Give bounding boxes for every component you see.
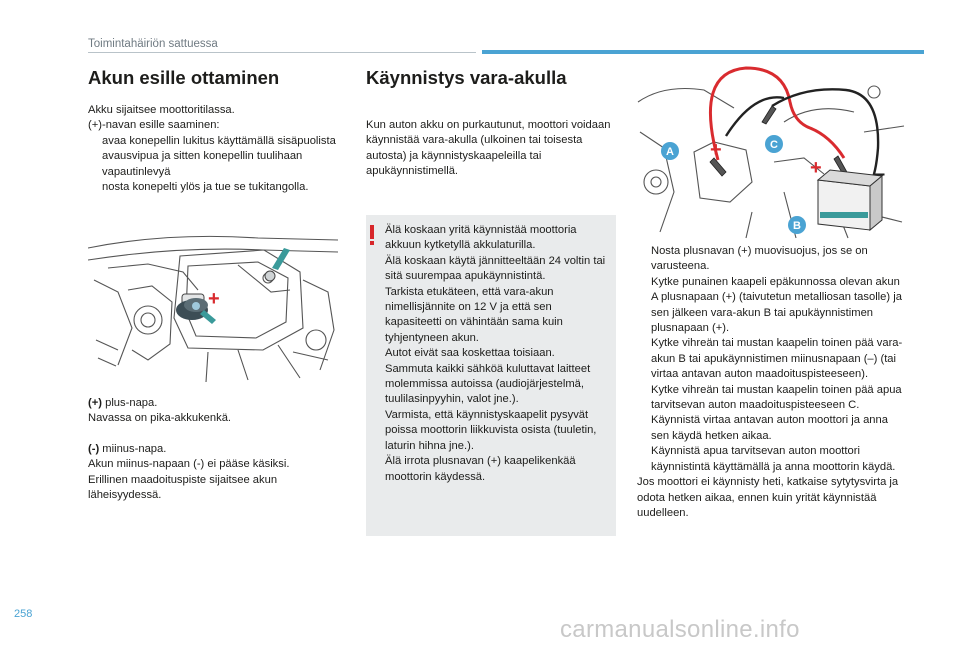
list-item: nosta konepelti ylös ja tue se tukitangolla.: [102, 181, 309, 194]
jump-start-steps: [637, 244, 903, 521]
list-item: Kytke vihreän tai mustan kaapelin toinen pää apua tarvitsevan auton maadoituspisteeseen C.: [651, 383, 902, 412]
page-number: 258: [14, 608, 33, 620]
jump-start-diagram: [634, 62, 910, 240]
section-title: Toimintahäiriön sattuessa: [88, 38, 218, 50]
plus-sign-b: +: [810, 157, 822, 179]
list-item: avaa konepellin lukitus käyttämällä sisäpuolista avausvipua ja sitten konepellin tuulihaan vapautinlevyä: [102, 134, 336, 178]
label-c: C: [770, 139, 778, 151]
booster-battery: [818, 170, 882, 230]
minus-terminal-text: (-) miinus-napa. Akun miinus-napaan (-) ei pääse käsiksi. Erillinen maadoituspiste sijaitsee akun läheisyydessä.: [88, 443, 290, 502]
battery-access-title: Akun esille ottaminen: [88, 67, 280, 88]
intro-line: Akku sijaitsee moottoritilassa.: [88, 104, 235, 116]
header-accent-bar: [482, 50, 924, 54]
plus-sign-icon: +: [208, 288, 220, 310]
label-b: B: [793, 220, 801, 232]
minus-symbol: (-): [88, 443, 100, 455]
battery-access-text: [88, 103, 348, 195]
list-item: Nosta plusnavan (+) muovisuojus, jos se on varusteena.: [651, 245, 868, 273]
minus-sign-b: –: [874, 163, 886, 185]
jump-start-intro: Kun auton akku on purkautunut, moottori voidaan käynnistää vara-akulla (ulkoinen tai toisesta autosta) ja käynnistyskaapeleilla tai apukäynnistimellä.: [366, 119, 611, 178]
jump-start-title: Käynnistys vara-akulla: [366, 67, 567, 88]
label-a: A: [666, 146, 674, 158]
battery-location-illustration: [88, 220, 338, 385]
watermark: carmanualsonline.info: [560, 616, 800, 643]
list-item: Kytke vihreän tai mustan kaapelin toinen pää vara-akun B tai apukäynnistimen miinusnapaan (–) (tai virtaa antavan auton maadoituspisteeseen).: [651, 337, 903, 381]
list-item: Käynnistä apua tarvitsevan auton moottori käynnistintä käyttämällä ja anna moottorin käydä.: [651, 445, 896, 473]
list-item: Käynnistä virtaa antavan auton moottori ja anna sen käydä hetken aikaa.: [651, 414, 888, 442]
plus-terminal-text: (+) plus-napa. Navassa on pika-akkukenkä.: [88, 397, 232, 425]
plus-sign-a: +: [710, 139, 722, 161]
warning-icon: [370, 225, 374, 245]
warning-text: Älä koskaan yritä käynnistää moottoria akkuun kytketyllä akkulaturilla. Älä koskaan käytä jännitteeltään 24 voltin tai sitä suurempaa apukäynnistintä. Tarkista etukäteen, että vara-akun nimellisjännite on 12 V ja että sen kapasiteetti on vähintään sama kuin tyhjentyneen akun. Autot eivät saa koskettaa toisiaan. Sammuta kaikki sähköä kuluttavat laitteet molemmissa autoissa (audiojärjestelmä, tuulilasinpyyhin, valot jne.). Varmista, että käynnistyskaapelit pysyvät poissa moottorin liikkuvista osista (tuuletin, laturin hihna jne.). Älä irrota plusnavan (+) kaapelikenkää moottorin käydessä.: [385, 224, 606, 483]
closing-note: Jos moottori ei käynnisty heti, katkaise sytytysvirta ja odota hetken aikaa, ennen kuin yrität käynnistää uudelleen.: [637, 476, 899, 519]
header-rule: [88, 52, 476, 53]
plus-symbol: (+): [88, 397, 102, 409]
list-item: Kytke punainen kaapeli epäkunnossa olevan akun A plusnapaan (+) (taivutetun metalliosan tasolle) ja sen jälkeen vara-akun B tai apukäynnistimen plusnapaan (+).: [651, 275, 902, 335]
warning-box: [366, 215, 616, 536]
intro-line: (+)-navan esille saaminen:: [88, 119, 220, 132]
